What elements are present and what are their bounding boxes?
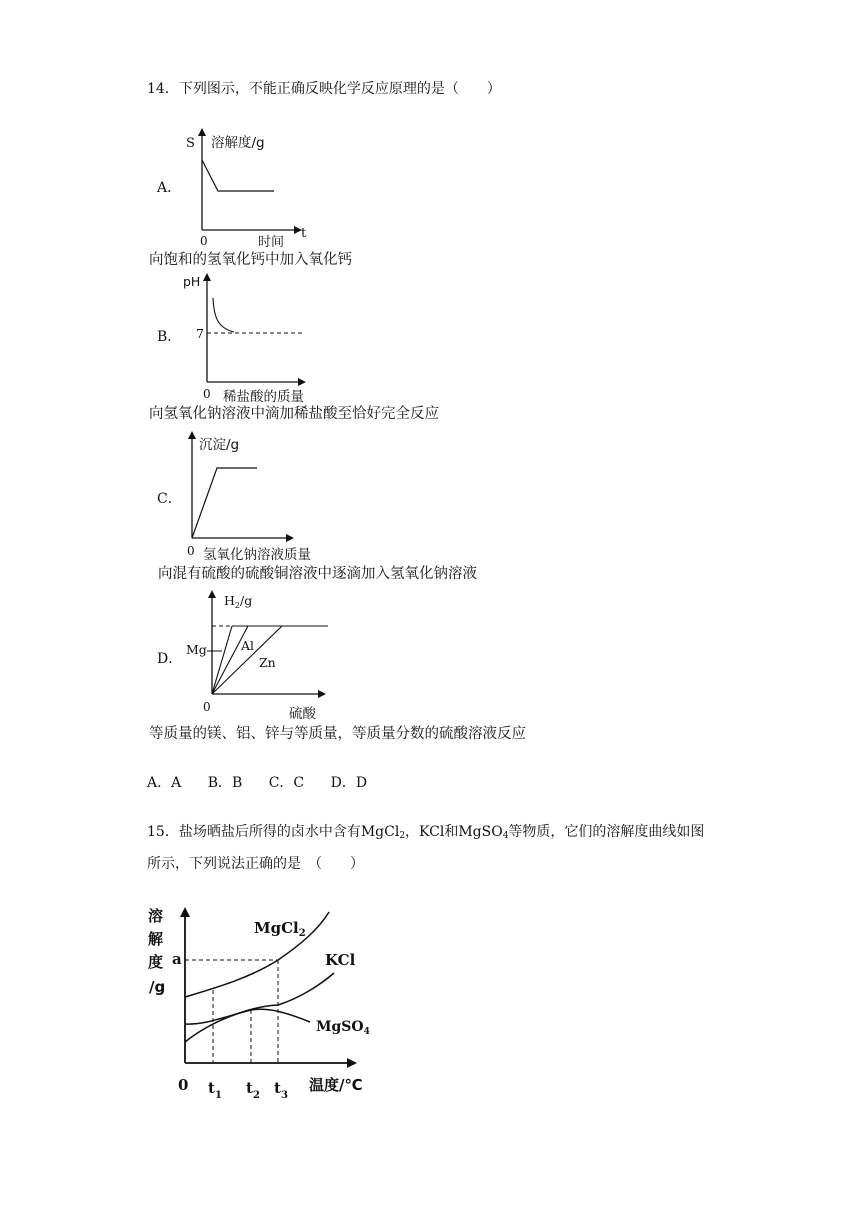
tick-t3: $t_3$ (274, 1079, 288, 1101)
option-d-caption: 等质量的镁、铝、锌与等质量，等质量分数的硫酸溶液反应 (149, 726, 526, 742)
choice-d[interactable]: D．D (330, 775, 368, 791)
option-b-caption: 向氢氧化钠溶液中滴加稀盐酸至恰好完全反应 (149, 406, 439, 422)
graph-a-origin: 0 (200, 234, 208, 248)
graph-c-x-label: 氢氧化钠溶液质量 (203, 547, 311, 563)
tick-t1: $t_1$ (208, 1079, 222, 1101)
graph-a-y-axis-symbol: S (186, 136, 195, 151)
chart-y-label-3: 度 (148, 953, 164, 971)
chart-y-label-1: 溶 (148, 907, 164, 925)
graph-a-y-label: 溶解度/g (211, 135, 265, 151)
graph-b-x-label: 稀盐酸的质量 (223, 389, 304, 405)
graph-a-x-label: 时间 (258, 235, 285, 250)
choice-c[interactable]: C．C (268, 775, 305, 791)
graph-d-x-label: 硫酸 (289, 706, 316, 722)
option-c-letter: C． (157, 491, 182, 507)
graph-d-al-label: Al (241, 638, 255, 653)
graph-d-zn-label: Zn (259, 655, 276, 670)
option-a-caption: 向饱和的氢氧化钙中加入氧化钙 (149, 252, 352, 268)
tick-t2: $t_2$ (246, 1079, 260, 1101)
chart-y-label-4: /g (149, 978, 166, 996)
graph-d-mg-label: Mg (186, 642, 207, 657)
q14-stem: 14．下列图示，不能正确反映化学反应原理的是（ ） (147, 81, 501, 97)
label-kcl: KCl (325, 951, 356, 969)
chart-origin: 0 (178, 1076, 189, 1094)
curve-kcl (185, 973, 334, 1042)
graph-b-y-label: pH (183, 274, 201, 289)
option-d-letter: D． (157, 651, 183, 667)
graph-d-origin: 0 (203, 700, 211, 714)
chart-a-label: a (172, 950, 182, 968)
option-c-caption: 向混有硫酸的硫酸铜溶液中逐滴加入氢氧化钠溶液 (158, 566, 477, 582)
graph-b-tick-7: 7 (196, 326, 204, 341)
label-mgcl2: MgCl$_2$ (254, 919, 306, 939)
option-a-letter: A． (157, 180, 182, 196)
chart-x-label: 温度/℃ (309, 1076, 363, 1094)
graph-b-origin: 0 (203, 387, 211, 401)
graph-a-x-axis-symbol: t (301, 226, 307, 241)
chart-y-label-2: 解 (148, 930, 164, 948)
graph-c-origin: 0 (187, 544, 195, 558)
q15-stem-line2: 所示，下列说法正确的是 （ ） (147, 856, 364, 872)
q15-stem-line1: 15．盐场晒盐后所得的卤水中含有MgCl$_2$，KCl和MgSO$_4$等物质，它们的溶解度曲线如图 (147, 824, 705, 841)
graph-c-y-label: 沉淀/g (199, 437, 240, 453)
choice-a[interactable]: A．A (147, 775, 182, 791)
choice-b[interactable]: B．B (207, 775, 243, 791)
curve-mgso4 (185, 1009, 310, 1024)
graph-d-y-label: $H_2/g$ (224, 593, 253, 610)
label-mgso4: MgSO$_4$ (316, 1019, 370, 1037)
option-b-letter: B． (157, 329, 182, 345)
